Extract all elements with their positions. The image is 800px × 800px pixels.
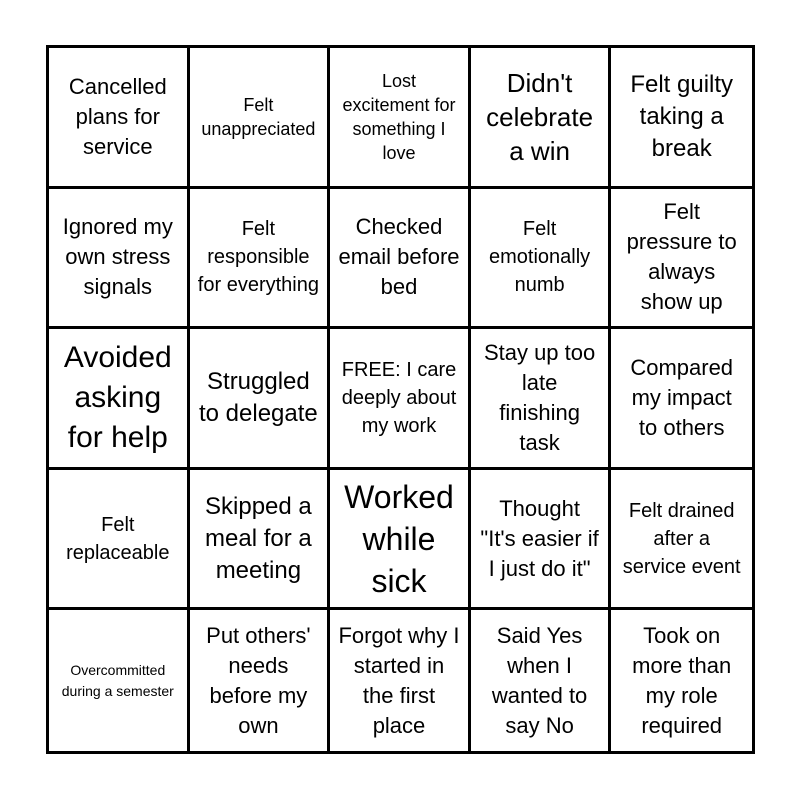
cell-text: Compared my impact to others bbox=[630, 354, 734, 440]
bingo-cell[interactable] bbox=[49, 470, 190, 611]
bingo-cell[interactable] bbox=[49, 189, 190, 330]
bingo-cell[interactable] bbox=[611, 610, 752, 751]
cell-text: Overcommitted during a semester bbox=[61, 661, 174, 699]
bingo-cell[interactable] bbox=[190, 610, 331, 751]
bingo-board bbox=[46, 45, 755, 754]
cell-text: Felt drained after a service event bbox=[622, 499, 741, 578]
bingo-cell[interactable] bbox=[190, 189, 331, 330]
cell-text: Avoided asking for help bbox=[63, 340, 172, 454]
cell-text: Took on more than my role required bbox=[632, 622, 732, 738]
cell-text: Felt replaceable bbox=[66, 513, 170, 564]
bingo-cell[interactable] bbox=[49, 329, 190, 470]
cell-text: Forgot why I started in the first place bbox=[338, 622, 460, 738]
bingo-cell[interactable] bbox=[330, 48, 471, 189]
cell-text: Worked while sick bbox=[344, 478, 454, 599]
cell-text: Felt pressure to always show up bbox=[626, 199, 737, 315]
bingo-cell free-space[interactable] bbox=[330, 329, 471, 470]
cell-text: Checked email before bed bbox=[338, 214, 460, 300]
cell-text: Said Yes when I wanted to say No bbox=[491, 622, 588, 738]
bingo-cell[interactable] bbox=[190, 470, 331, 611]
bingo-cell[interactable] bbox=[611, 329, 752, 470]
cell-text: Felt responsible for everything bbox=[197, 218, 319, 297]
cell-text: Felt emotionally numb bbox=[489, 218, 591, 297]
bingo-cell[interactable] bbox=[471, 189, 612, 330]
bingo-cell[interactable] bbox=[471, 610, 612, 751]
cell-text: Lost excitement for something I love bbox=[342, 70, 456, 163]
cell-text: Didn't celebrate a win bbox=[486, 67, 594, 166]
bingo-cell[interactable] bbox=[190, 329, 331, 470]
cell-text: Skipped a meal for a meeting bbox=[205, 492, 312, 584]
bingo-cell[interactable] bbox=[330, 189, 471, 330]
bingo-cell[interactable] bbox=[49, 610, 190, 751]
bingo-cell[interactable] bbox=[611, 470, 752, 611]
cell-text: Felt guilty taking a break bbox=[630, 70, 734, 162]
cell-text: Felt unappreciated bbox=[201, 94, 316, 139]
bingo-cell[interactable] bbox=[49, 48, 190, 189]
bingo-cell[interactable] bbox=[471, 470, 612, 611]
bingo-cell[interactable] bbox=[611, 48, 752, 189]
bingo-cell[interactable] bbox=[190, 48, 331, 189]
cell-text: Struggled to delegate bbox=[199, 367, 318, 427]
cell-text: FREE: I care deeply about my work bbox=[341, 358, 457, 437]
bingo-cell[interactable] bbox=[471, 48, 612, 189]
bingo-cell[interactable] bbox=[611, 189, 752, 330]
cell-text: Ignored my own stress signals bbox=[62, 214, 173, 300]
cell-text: Put others' needs before my own bbox=[206, 622, 311, 738]
cell-text: Cancelled plans for service bbox=[68, 73, 167, 159]
cell-text: Stay up too late finishing task bbox=[483, 339, 596, 455]
bingo-cell[interactable] bbox=[330, 470, 471, 611]
bingo-cell[interactable] bbox=[330, 610, 471, 751]
cell-text: Thought "It's easier if I just do it" bbox=[480, 495, 599, 581]
bingo-cell[interactable] bbox=[471, 329, 612, 470]
